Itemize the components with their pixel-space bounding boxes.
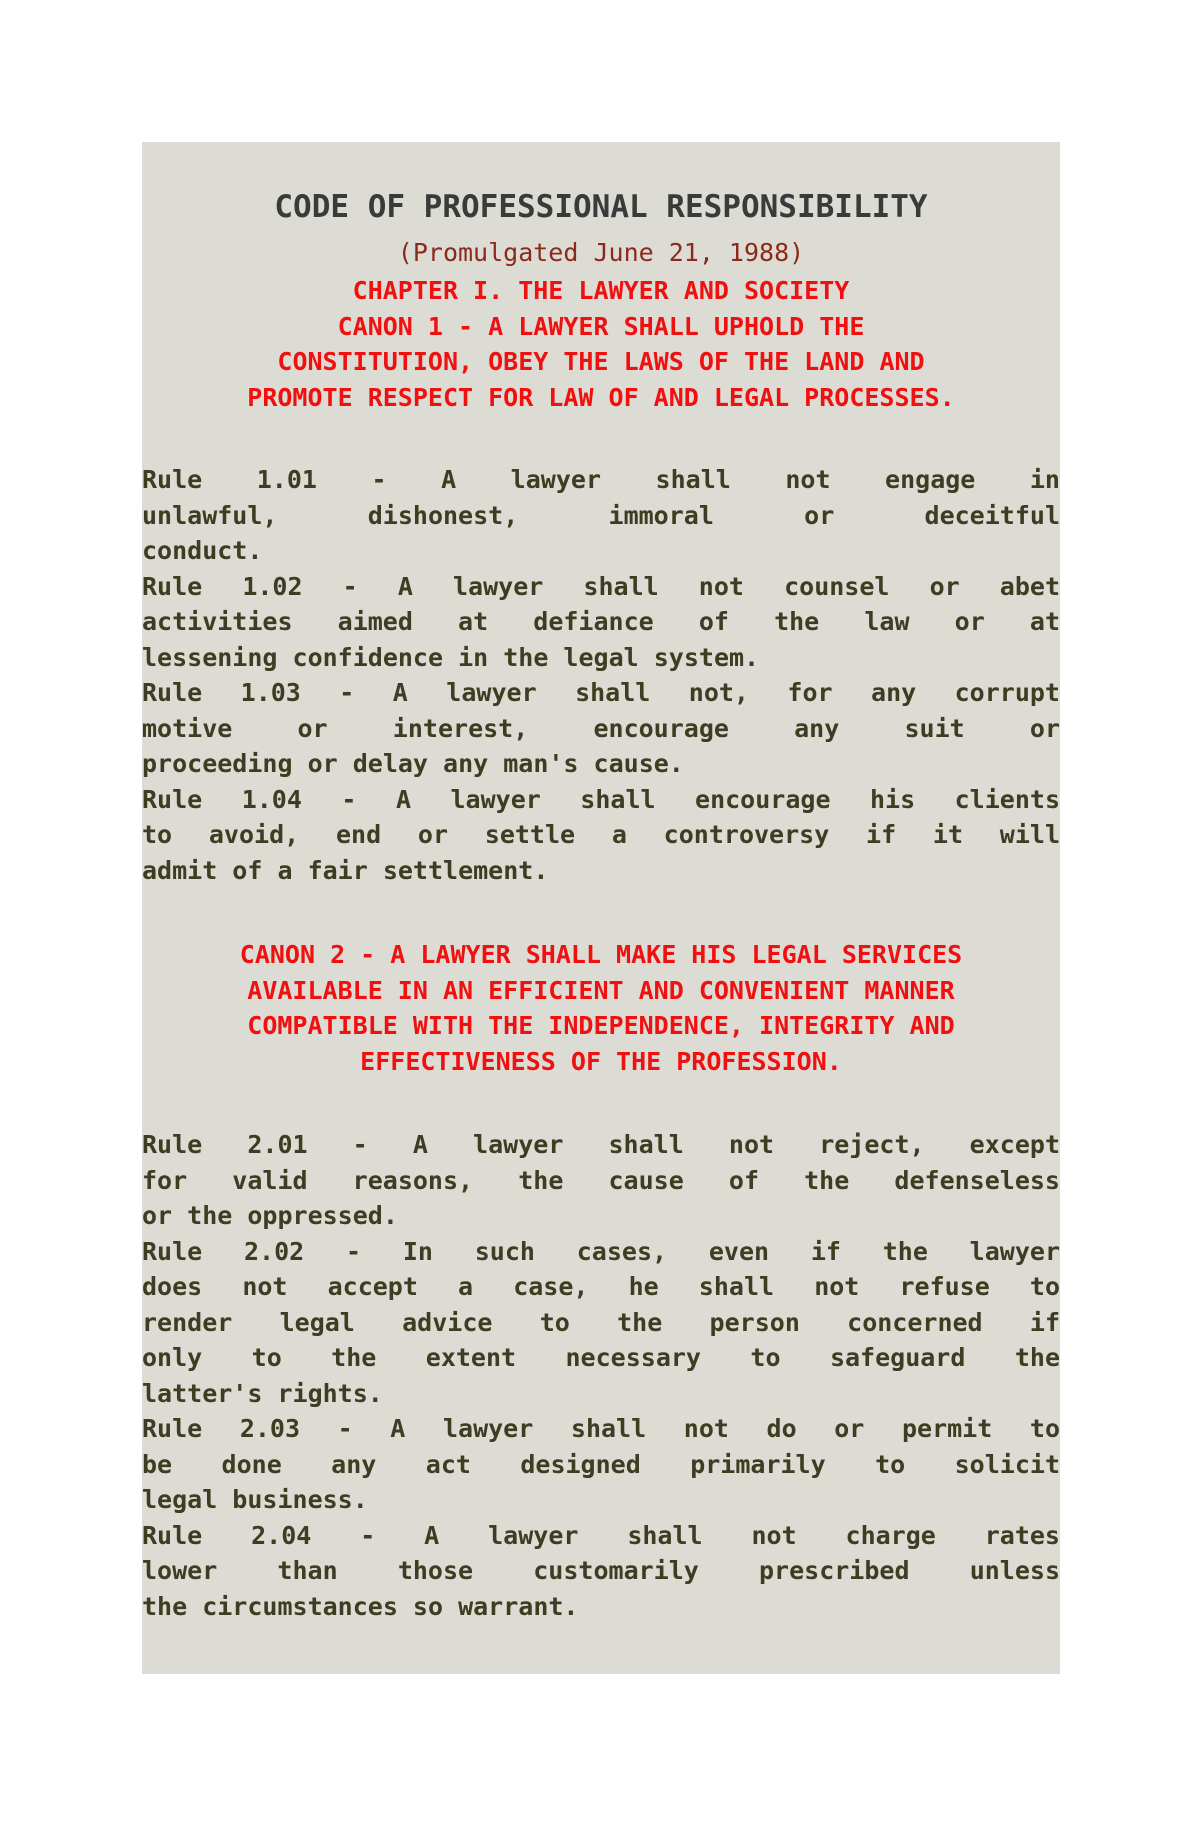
rule-line: or the oppressed. [142,1201,398,1230]
heading-line: CANON 1 - A LAWYER SHALL UPHOLD THE [337,311,865,341]
rule-2-03 [142,1411,1060,1518]
rule-line: Rule 2.03 - A lawyer shall not do or permit to [142,1414,1060,1443]
rule-line: Rule 2.01 - A lawyer shall not reject, except [142,1130,1060,1159]
chapter-1-canon-1-heading [142,273,1060,415]
canon-1-rules [142,462,1060,888]
rule-line: Rule 1.01 - A lawyer shall not engage in [142,465,1060,494]
heading-line: CANON 2 - A LAWYER SHALL MAKE HIS LEGAL SERVICES [239,940,963,969]
heading-line: AVAILABLE IN AN EFFICIENT AND CONVENIENT MANNER [247,975,955,1005]
rule-line: Rule 2.02 - In such cases, even if the lawyer [142,1236,1060,1266]
heading-line: COMPATIBLE WITH THE INDEPENDENCE, INTEGRITY AND [247,1011,955,1040]
rule-1-01 [142,462,1060,569]
rule-line: Rule 2.04 - A lawyer shall not charge rates [142,1520,1060,1550]
heading-line: CHAPTER I. THE LAWYER AND SOCIETY [352,276,850,305]
canon-2-rules [142,1127,1060,1624]
rule-1-03 [142,675,1060,782]
document-title: CODE OF PROFESSIONAL RESPONSIBILITY [274,189,928,225]
rule-2-01 [142,1127,1060,1234]
rule-line: the circumstances so warrant. [142,1591,579,1621]
rule-line: for valid reasons, the cause of the defenseless [142,1165,1060,1195]
document-page [142,142,1060,1674]
rule-line: conduct. [142,536,263,565]
rule-1-04 [142,782,1060,889]
rule-line: proceeding or delay any man's cause. [142,749,684,778]
rule-line: lower than those customarily prescribed unless [142,1556,1060,1585]
rule-line: motive or interest, encourage any suit or [142,713,1060,743]
rule-line: latter's rights. [142,1378,383,1408]
rule-2-02 [142,1234,1060,1412]
rule-line: Rule 1.02 - A lawyer shall not counsel or abet [142,571,1060,601]
rule-line: Rule 1.04 - A lawyer shall encourage his clients [142,784,1060,814]
rule-2-04 [142,1518,1060,1625]
heading-line: EFFECTIVENESS OF THE PROFESSION. [360,1046,842,1076]
promulgation-date: (Promulgated June 21, 1988) [397,238,805,267]
rule-line: activities aimed at defiance of the law or at [142,607,1060,636]
rule-line: to avoid, end or settle a controversy if it will [142,820,1060,849]
canon-2-heading [142,937,1060,1079]
rule-line: legal business. [142,1485,368,1514]
rule-1-02 [142,569,1060,676]
rule-line: admit of a fair settlement. [142,855,549,885]
rule-line: lessening confidence in the legal system. [142,642,760,672]
rule-line: only to the extent necessary to safeguard the [142,1343,1060,1372]
rule-line: Rule 1.03 - A lawyer shall not, for any corrupt [142,678,1060,707]
rule-line: be done any act designed primarily to solicit [142,1449,1060,1479]
heading-line: PROMOTE RESPECT FOR LAW OF AND LEGAL PROCESSES. [247,382,955,412]
rule-line: render legal advice to the person concerned if [142,1307,1060,1337]
rule-line: unlawful, dishonest, immoral or deceitful [142,500,1060,530]
heading-line: CONSTITUTION, OBEY THE LAWS OF THE LAND AND [277,347,925,376]
rule-line: does not accept a case, he shall not refuse to [142,1272,1060,1301]
